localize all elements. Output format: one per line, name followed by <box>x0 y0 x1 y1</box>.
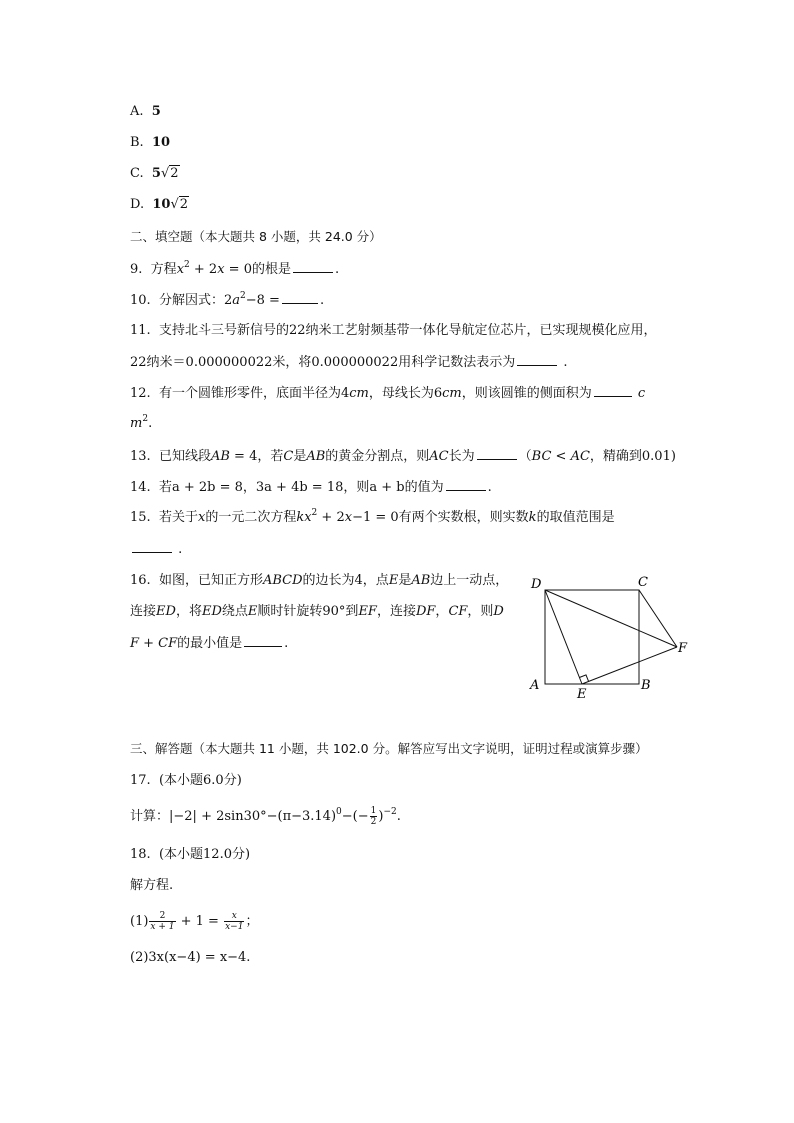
question-14: 14. 若a + 2b = 8，3a + 4b = 18，则a + b的值为 . <box>130 477 492 498</box>
label-b: B <box>641 678 651 693</box>
square-figure <box>520 568 700 708</box>
answer-blank <box>446 477 486 491</box>
answer-blank <box>244 633 282 647</box>
question-16-line-2: 连接ED，将ED绕点E顺时针旋转90°到EF，连接DF，CF，则D <box>130 604 504 619</box>
question-18-header: 18. (本小题12.0分) <box>130 847 251 862</box>
sqrt-symbol: √2 <box>160 166 179 181</box>
question-12-line-2: $m^2$. <box>130 414 153 431</box>
square-abcd <box>545 590 639 684</box>
question-16-line-3: F + CF的最小值是 . <box>130 633 288 654</box>
answer-blank <box>293 259 333 273</box>
option-c: C. 5√2 <box>130 164 180 184</box>
q10-expression: $2a^2-8$ = <box>223 291 280 308</box>
label-f: F <box>678 641 688 656</box>
question-18-part-1: (1) $\frac{2}{x + 1}$ + 1 = $\frac{x}{x-1}$ ； <box>130 911 259 932</box>
fraction: $\frac{1}{2}$ <box>370 806 377 827</box>
segment-df <box>545 590 677 647</box>
q15-equation: $kx^2 + 2x-1 = 0$ <box>296 508 399 525</box>
sqrt-symbol: √2 <box>170 197 189 212</box>
section-2-title: 二、填空题（本大题共 8 小题，共 24.0 分） <box>130 229 382 244</box>
fraction: $\frac{2}{x + 1}$ <box>150 911 175 932</box>
question-18-prompt: 解方程. <box>130 878 174 893</box>
option-b: B. 10 <box>130 135 171 150</box>
label-e: E <box>577 687 587 702</box>
answer-blank <box>132 539 172 553</box>
question-18-part-2: (2)3x(x−4) = x−4. <box>130 950 251 965</box>
question-9: 9. 方程$x^2 + 2x = 0$的根是 . <box>130 260 340 277</box>
section-3-title: 三、解答题（本大题共 11 小题，共 102.0 分。解答应写出文字说明，证明过程或演算步骤） <box>130 741 648 756</box>
question-11-line-2: 22纳米＝0.000000022米，将0.000000022用科学记数法表示为 . <box>130 352 568 373</box>
question-17-body: 计算：$|-2| + 2\sin 30^\circ-(\pi-3.14)^0-(-$ $\frac{1}{2}$ )$^{-2}$. <box>130 806 401 827</box>
question-16-line-1: 16. 如图，已知正方形ABCD的边长为4，点E是AB边上一动点， <box>130 573 509 588</box>
question-12-line-1: 12. 有一个圆锥形零件，底面半径为4cm，母线长为6cm，则该圆锥的侧面积为 c <box>130 383 645 404</box>
fraction: $\frac{x}{x-1}$ <box>225 911 244 932</box>
q9-equation: $x^2 + 2x = 0$ <box>176 260 252 277</box>
answer-blank <box>517 352 557 366</box>
label-a: A <box>530 678 540 693</box>
label-c: C <box>638 575 648 590</box>
question-10: 10. 分解因式：$2a^2-8$ = . <box>130 291 325 308</box>
question-17-header: 17. (本小题6.0分) <box>130 773 242 788</box>
label-d: D <box>531 577 542 592</box>
option-a: A. 5 <box>130 104 161 119</box>
answer-blank <box>282 290 318 304</box>
answer-blank <box>477 446 517 460</box>
answer-blank <box>594 383 632 397</box>
question-15-line-1: 15. 若关于x的一元二次方程$kx^2 + 2x-1 = 0$有两个实数根，则实数k的取值范围是 <box>130 508 615 525</box>
question-15-line-2: . <box>130 539 182 560</box>
question-11-line-1: 11. 支持北斗三号新信号的22纳米工艺射频基带一体化导航定位芯片，已实现规模化应用， <box>130 323 657 338</box>
option-d: D. 10√2 <box>130 195 189 215</box>
segment-ef <box>582 647 677 684</box>
question-13: 13. 已知线段AB = 4，若C是AB的黄金分割点，则AC长为 （BC < AC，精确到0.01) <box>130 446 676 467</box>
